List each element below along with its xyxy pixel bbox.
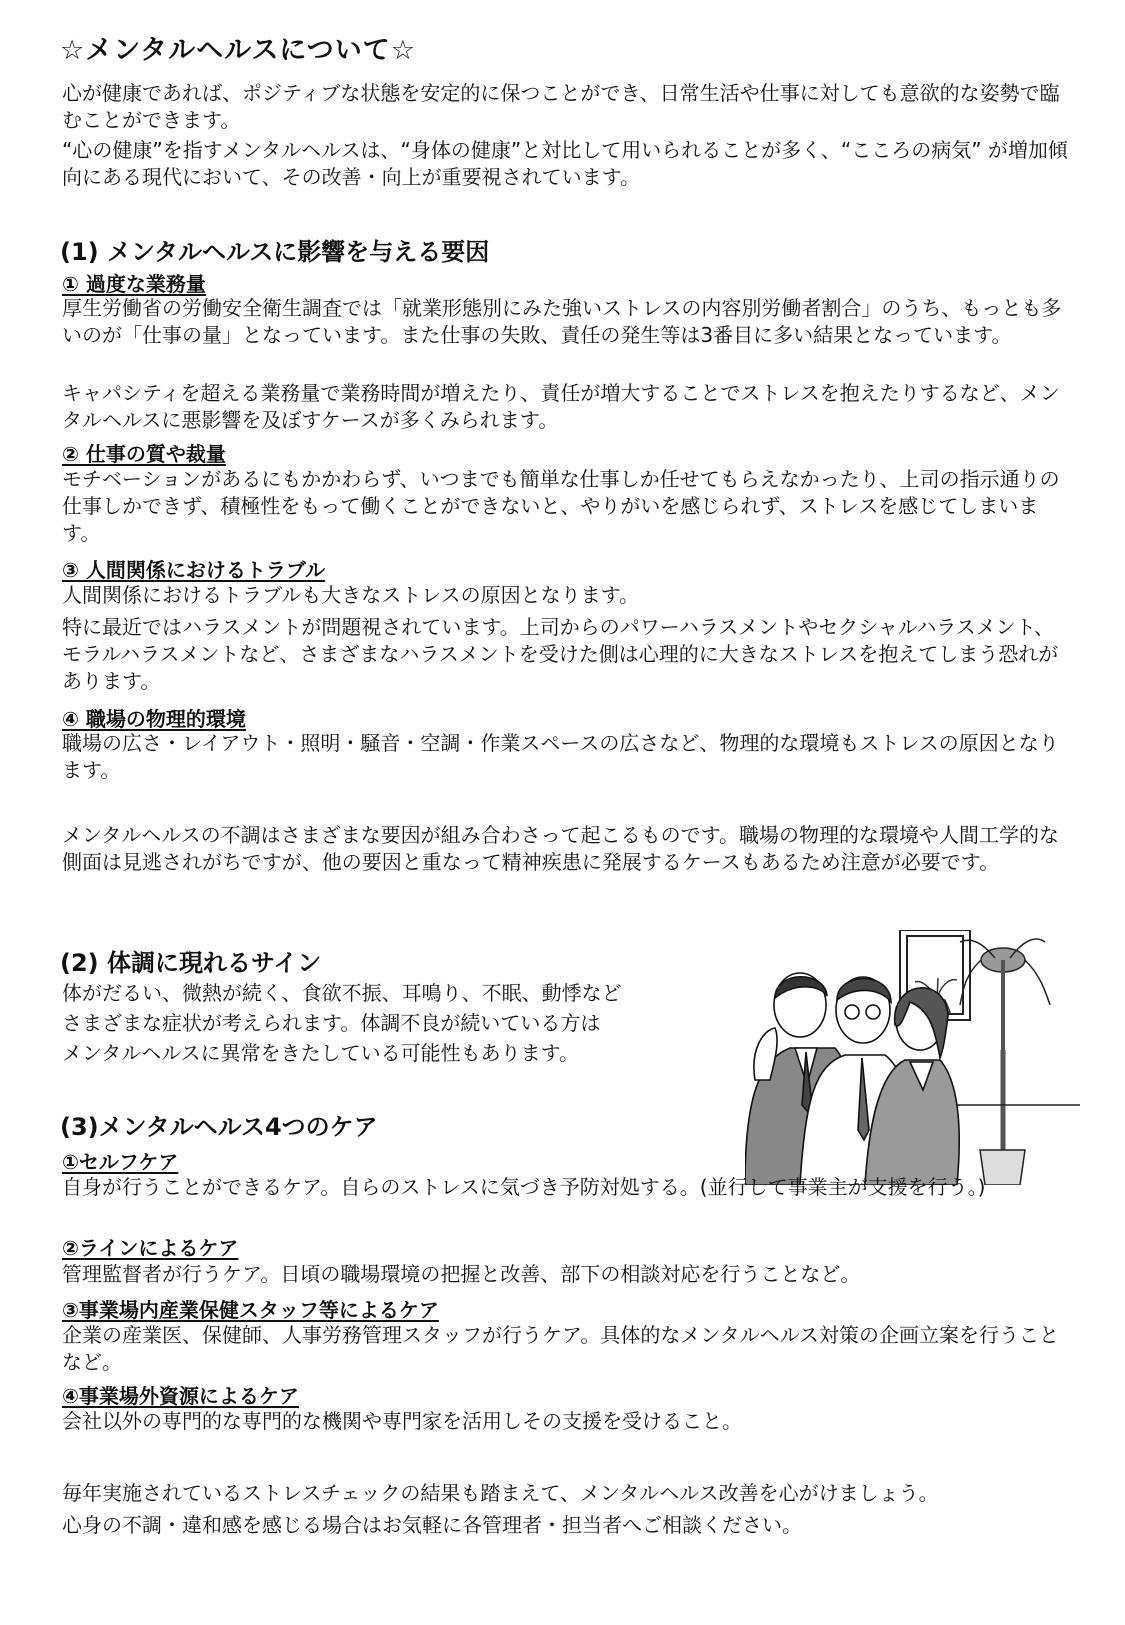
care-4-heading: ④事業場外資源によるケア	[62, 1384, 299, 1408]
factor-1-paragraph-2: キャパシティを超える業務量で業務時間が増えたり、責任が増大することでストレスを抱えたりするなど、メンタルヘルスに悪影響を及ぼすケースが多くみられます。	[62, 381, 1060, 432]
potted-plant-icon	[960, 939, 1050, 1185]
care-2-text: 管理監督者が行うケア。日頃の職場環境の把握と改善、部下の相談対応を行うことなど。	[62, 1262, 861, 1286]
factor-2-heading: ② 仕事の質や裁量	[62, 442, 226, 466]
section-1-heading: (1) メンタルヘルスに影響を与える要因	[60, 238, 490, 266]
page-title: ☆メンタルヘルスについて☆	[60, 35, 416, 66]
care-4-text: 会社以外の専門的な専門的な機関や専門家を活用しその支援を受けること。	[62, 1409, 742, 1433]
intro-paragraph-1: 心が健康であれば、ポジティブな状態を安定的に保つことができ、日常生活や仕事に対しても意欲的な姿勢で臨むことができます。	[62, 81, 1060, 132]
factor-1-paragraph-1: 厚生労働省の労働安全衛生調査では「就業形態別にみた強いストレスの内容別労働者割合」のうち、もっとも多いのが「仕事の量」となっています。また仕事の失敗、責任の発生等は3番目に多い結果となっています。	[62, 296, 1062, 347]
factor-1-heading: ① 過度な業務量	[62, 272, 206, 296]
factor-3-heading: ③ 人間関係におけるトラブル	[62, 558, 326, 582]
office-workers-illustration	[745, 930, 1080, 1185]
closing-line-1: 毎年実施されているストレスチェックの結果も踏まえて、メンタルヘルス改善を心がけましょう。	[62, 1481, 939, 1505]
factor-3-paragraph-2: 特に最近ではハラスメントが問題視されています。上司からのパワーハラスメントやセクシャルハラスメント、モラルハラスメントなど、さまざまなハラスメントを受けた側は心理的に大きなストレスを抱えてしまう恐れがあります。	[62, 615, 1059, 693]
factor-4-paragraph-1: 職場の広さ・レイアウト・照明・騒音・空調・作業スペースの広さなど、物理的な環境もストレスの原因となります。	[62, 731, 1059, 782]
section-2-line-3: メンタルヘルスに異常をきたしている可能性もあります。	[62, 1041, 579, 1065]
section-1-summary: メンタルヘルスの不調はさまざまな要因が組み合わさって起こるものです。職場の物理的な環境や人間工学的な側面は見逃されがちですが、他の要因と重なって精神疾患に発展するケースもあるため注意が必要です。	[62, 823, 1059, 874]
section-3-heading: (3)メンタルヘルス4つのケア	[60, 1113, 378, 1141]
care-1-heading: ①セルフケア	[62, 1150, 179, 1174]
care-3-text: 企業の産業医、保健師、人事労務管理スタッフが行うケア。具体的なメンタルヘルス対策の企画立案を行うことなど。	[62, 1323, 1059, 1374]
section-2-line-2: さまざまな症状が考えられます。体調不良が続いている方は	[62, 1011, 601, 1035]
factor-2-paragraph-1: モチベーションがあるにもかかわらず、いつまでも簡単な仕事しか任せてもらえなかったり、上司の指示通りの仕事しかできず、積極性をもって働くことができないと、やりがいを感じられず、ストレスを感じてしまいます。	[62, 467, 1060, 545]
intro-paragraph-2: “心の健康”を指すメンタルヘルスは、“身体の健康”と対比して用いられることが多く、“こころの病気” が増加傾向にある現代において、その改善・向上が重要視されています。	[62, 138, 1068, 189]
closing-line-2: 心身の不調・違和感を感じる場合はお気軽に各管理者・担当者へご相談ください。	[62, 1513, 802, 1537]
section-2-line-1: 体がだるい、微熱が続く、食欲不振、耳鳴り、不眠、動悸など	[62, 981, 622, 1005]
care-2-heading: ②ラインによるケア	[62, 1236, 239, 1260]
section-2-heading: (2) 体調に現れるサイン	[60, 949, 322, 977]
factor-3-paragraph-1: 人間関係におけるトラブルも大きなストレスの原因となります。	[62, 583, 639, 607]
factor-4-heading: ④ 職場の物理的環境	[62, 707, 246, 731]
care-1-text: 自身が行うことができるケア。自らのストレスに気づき予防対処する。(並行して事業主が支援を行う。)	[62, 1175, 986, 1199]
care-3-heading: ③事業場内産業保健スタッフ等によるケア	[62, 1298, 439, 1322]
